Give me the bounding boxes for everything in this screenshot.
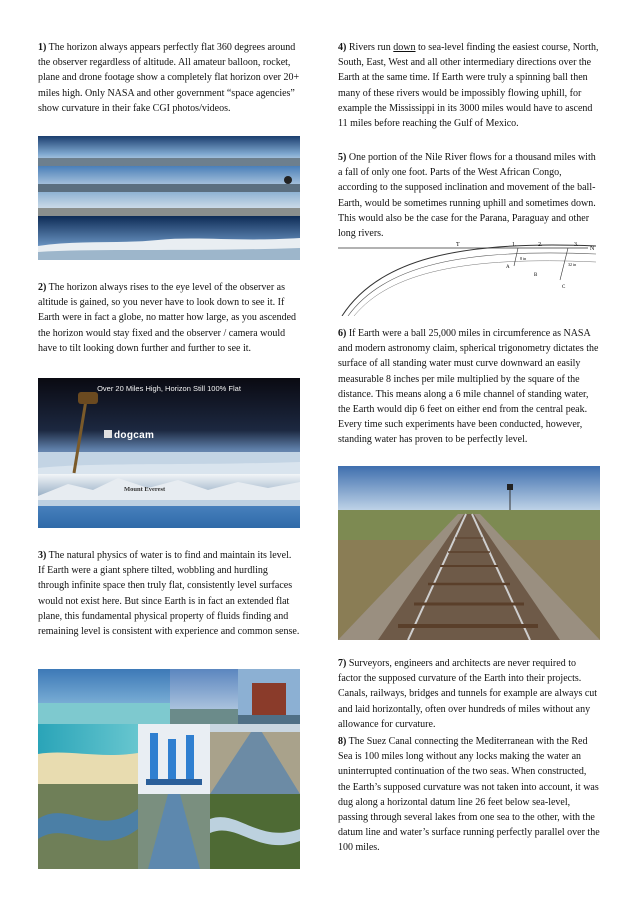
paragraph-number: 5) (338, 152, 347, 163)
diagram-label-32in: 32 in (568, 262, 577, 267)
underlined-word: down (393, 42, 416, 53)
paragraph-text-start: Rivers run (348, 42, 394, 53)
dogcam-icon (104, 430, 112, 438)
paragraph-1 (38, 40, 300, 116)
paragraph-text: The horizon always rises to the eye level of the observer as altitude is gained, so you never have to look down to see it. If Earth were in fact a globe, no matter how large, as you ascended the horizon would stay fixed and the observer / camera would have to tilt looking down further and further to see it. (38, 282, 297, 354)
paragraph-4 (338, 40, 600, 131)
paragraph-text: One portion of the Nile River flows for a thousand miles with a fall of only one foot. Parts of the West African Congo, according to the supposed inclination and movement of the ball-Earth, would be sometimes running uphill and sometimes down. This would also be the case for the Parana, Paraguay and other long rivers. (338, 152, 596, 240)
horizon-photo-collage (38, 136, 300, 260)
diagram-label-a: A (506, 265, 510, 270)
dogcam-logo (104, 430, 154, 441)
paragraph-text: to sea-level finding the easiest course, North, South, East, West and all other intermediary directions over the Earth at the same time. If Earth were truly a spinning ball then many of these rivers would be impossibly flowing uphill, for example the Mississippi in its 3000 miles would have to ascend 11 miles before reaching the Gulf of Mexico. (338, 42, 599, 130)
diagram-label-n: N (590, 246, 595, 252)
diagram-label-8in: 8 in (520, 256, 527, 261)
paragraph-5 (338, 150, 600, 241)
paragraph-number: 3) (38, 550, 47, 561)
paragraph-number: 7) (338, 658, 347, 669)
curvature-diagram (338, 240, 600, 316)
diagram-label-t: T (456, 242, 460, 248)
paragraph-number: 2) (38, 282, 47, 293)
diagram-label-2: 2. (538, 242, 543, 248)
paragraph-7 (338, 656, 600, 732)
dogcam-logo-text: dogcam (114, 430, 155, 441)
diagram-label-b: B (534, 273, 538, 278)
paragraph-number: 4) (338, 42, 347, 53)
railway-photo (338, 466, 600, 640)
paragraph-8 (338, 734, 600, 856)
diagram-label-1: 1. (512, 242, 517, 248)
paragraph-text: The Suez Canal connecting the Mediterranean with the Red Sea is 100 miles long without any locks making the water an uninterrupted continuation of the two seas. When constructed, the Earth’s supposed curvature was not taken into account, it was dug along a horizontal datum line 26 feet below sea-level, passing through several lakes from one sea to the other, with the datum line and water’s surface running perfectly parallel over the 100 miles. (338, 736, 600, 854)
paragraph-number: 8) (338, 736, 347, 747)
paragraph-6 (338, 326, 600, 448)
diagram-label-3: 3. (574, 242, 579, 248)
mount-everest-label: Mount Everest (124, 486, 166, 493)
paragraph-number: 6) (338, 328, 347, 339)
diagram-label-c: C (562, 285, 566, 290)
paragraph-2 (38, 280, 300, 356)
figure-caption: Over 20 Miles High, Horizon Still 100% Flat (97, 384, 241, 393)
paragraph-number: 1) (38, 42, 47, 53)
paragraph-text: If Earth were a ball 25,000 miles in circumference as NASA and modern astronomy claim, spherical trigonometry dictates the surface of all standing water must curve downward an easily measurable 8 inches per mile multiplied by the square of the distance. This means along a 6 mile channel of standing water, the Earth would dip 6 feet on either end from the central peak. Every time such experiments have been conducted, however, standing water has proven to be perfectly level. (338, 328, 599, 446)
paragraph-text: The horizon always appears perfectly flat 360 degrees around the observer regardless of altitude. All amateur balloon, rocket, plane and drone footage show a completely flat horizon over 20+ miles high. Only NASA and other government “space agencies” show curvature in their fake CGI photos/videos. (38, 42, 300, 114)
paragraph-text: Surveyors, engineers and architects are never required to factor the supposed curvature of the Earth into their projects. Canals, railways, bridges and tunnels for example are always cut and laid horizontally, often over hundreds of miles without any allowance for curvature. (338, 658, 598, 730)
paragraph-3 (38, 548, 300, 639)
paragraph-text: The natural physics of water is to find and maintain its level. If Earth were a giant sphere tilted, wobbling and hurdling through infinite space then truly flat, consistently level surfaces would not exist here. But since Earth is in fact an extended flat plane, this fundamental physical property of fluids finding and remaining level is consistent with experience and common sense. (38, 550, 300, 638)
high-altitude-photo-collage (38, 378, 300, 528)
water-level-photo-collage (38, 669, 300, 869)
